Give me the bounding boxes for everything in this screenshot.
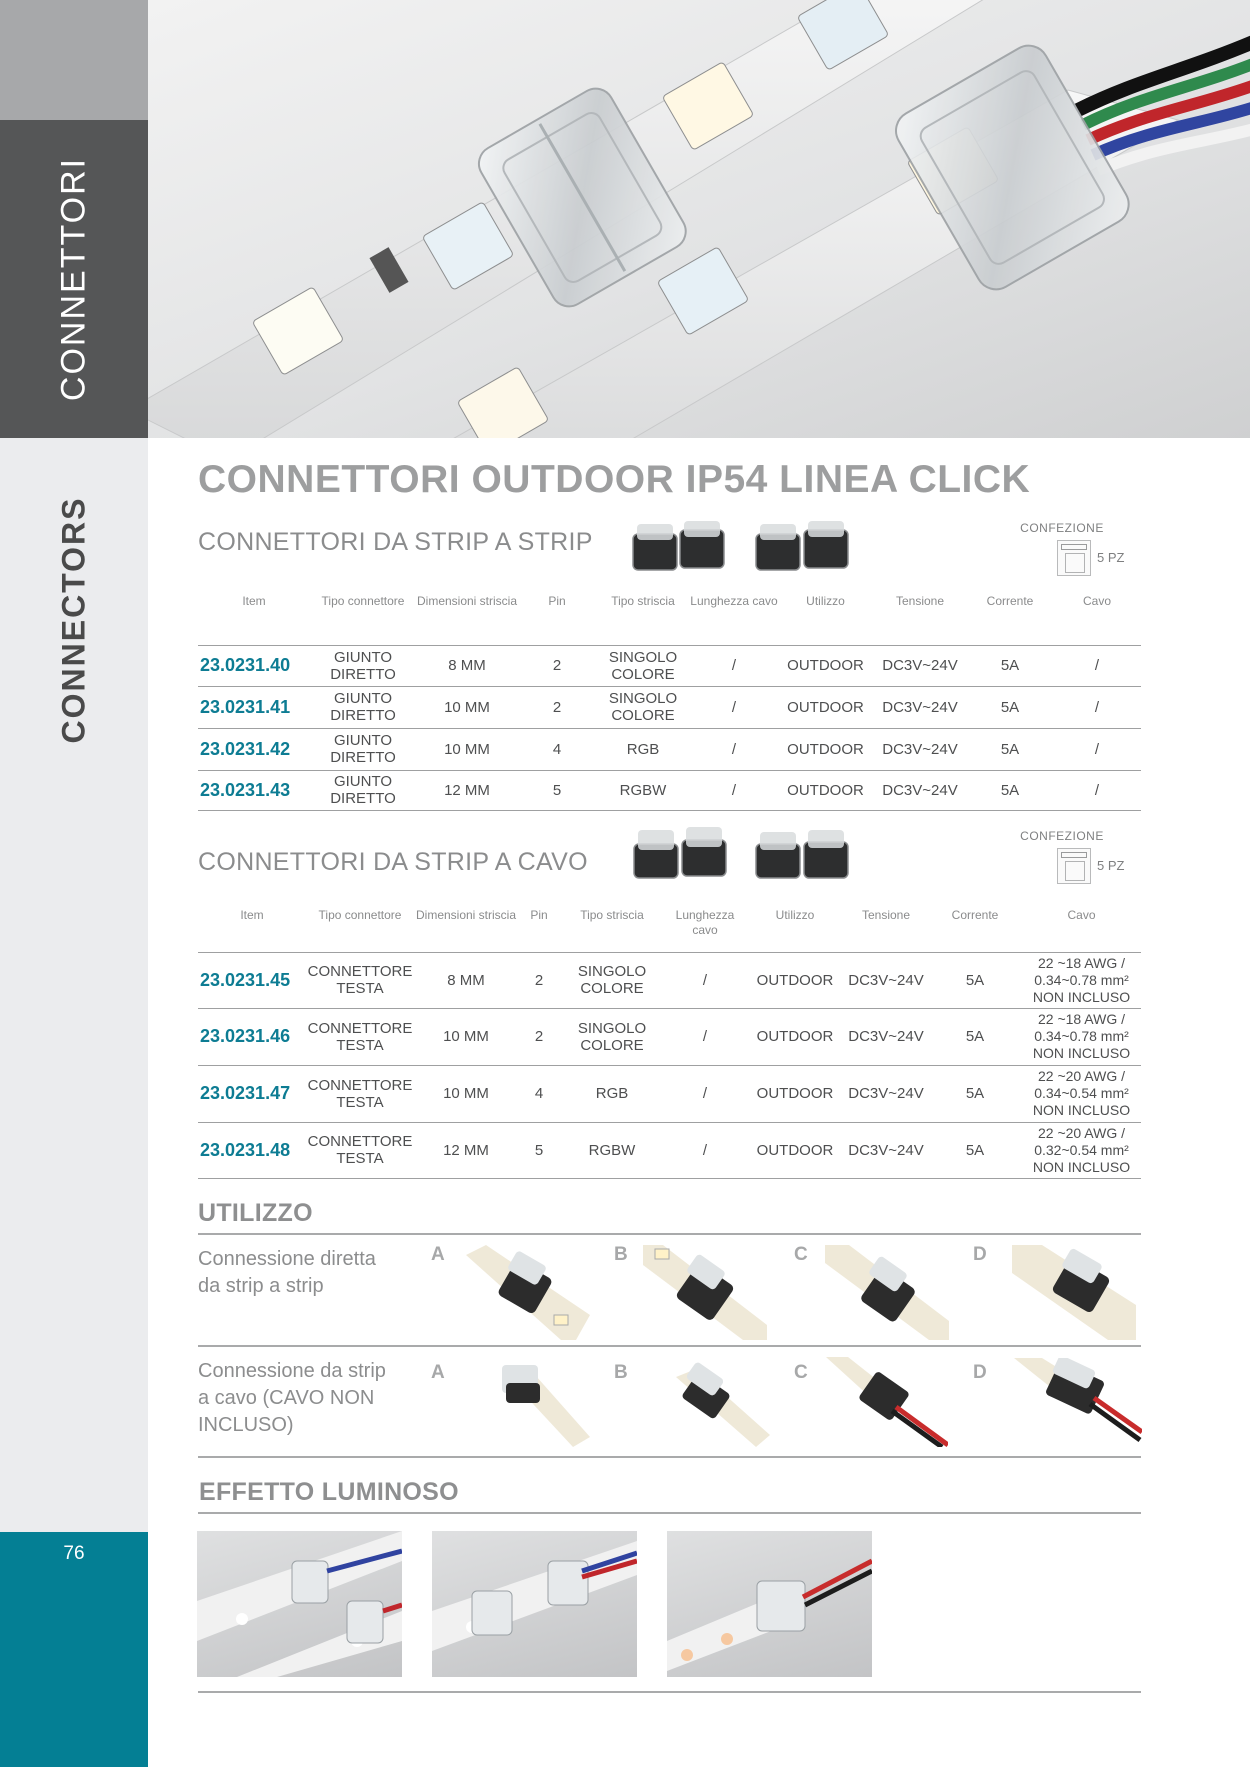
cell-tensione: DC3V~24V <box>873 728 967 770</box>
effetto-title: EFFETTO LUMINOSO <box>199 1478 459 1506</box>
col-header: Dimensioni striscia <box>415 908 517 922</box>
cell-pin: 2 <box>518 952 560 1008</box>
cell-cavo: / <box>1053 686 1141 728</box>
col-header: Tipo connettore <box>318 908 402 922</box>
col-header: Tipo connettore <box>321 594 405 608</box>
col-header: Tensione <box>861 908 911 922</box>
hero-illustration <box>148 0 1250 438</box>
effect-photo-1 <box>197 1531 402 1677</box>
usage-photo-cable-a <box>488 1357 590 1447</box>
cell-corrente: 5A <box>967 728 1053 770</box>
cell-tipo-striscia: SINGOLO COLORE <box>596 645 690 686</box>
utilizzo-title: UTILIZZO <box>198 1199 313 1227</box>
cell-pin: 5 <box>518 770 596 810</box>
usage-letter-d: D <box>973 1244 987 1265</box>
cell-tipo-connettore: GIUNTO DIRETTO <box>310 645 416 686</box>
usage-photo-strip-b <box>643 1245 767 1340</box>
cell-tipo-striscia: SINGOLO COLORE <box>560 1008 664 1065</box>
cell-tensione: DC3V~24V <box>873 645 967 686</box>
col-header: Item <box>242 594 266 608</box>
usage-letter-a: A <box>431 1362 445 1383</box>
cell-dimensioni: 8 MM <box>414 952 518 1008</box>
item-code: 23.0231.45 <box>198 952 306 1008</box>
hero-image <box>148 0 1250 438</box>
cell-tensione: DC3V~24V <box>844 1122 928 1178</box>
col-header: Lunghezza cavo <box>675 908 735 937</box>
cell-cavo: 22 ~18 AWG / 0.34~0.78 mm² NON INCLUSO <box>1022 952 1141 1008</box>
cell-tipo-striscia: SINGOLO COLORE <box>560 952 664 1008</box>
item-code: 23.0231.43 <box>198 770 310 810</box>
cell-lunghezza: / <box>690 686 778 728</box>
effect-photo-2 <box>432 1531 637 1677</box>
col-header: Dimensioni striscia <box>416 594 518 608</box>
cell-pin: 2 <box>518 1008 560 1065</box>
table-row <box>198 728 1141 770</box>
cell-tipo-striscia: RGBW <box>560 1122 664 1178</box>
usage-photo-strip-a <box>466 1245 590 1340</box>
cell-tensione: DC3V~24V <box>873 686 967 728</box>
table-row <box>198 686 1141 728</box>
item-code: 23.0231.46 <box>198 1008 306 1065</box>
cell-lunghezza: / <box>690 728 778 770</box>
cell-lunghezza: / <box>690 770 778 810</box>
usage-letter-d: D <box>973 1362 987 1383</box>
table-row <box>198 1122 1141 1178</box>
usage-photo-strip-c <box>825 1245 949 1340</box>
cell-tipo-connettore: GIUNTO DIRETTO <box>310 770 416 810</box>
cell-tipo-connettore: CONNETTORE TESTA <box>306 1008 414 1065</box>
table-header-row <box>198 904 1141 946</box>
section2-table <box>198 904 1141 1179</box>
section2-packaging-label: CONFEZIONE <box>1020 829 1104 843</box>
table-row <box>198 1008 1141 1065</box>
cell-utilizzo: OUTDOOR <box>778 770 873 810</box>
utilizzo-row2-label: Connessione da strip a cavo (CAVO NON INCLUSO) <box>198 1360 386 1436</box>
col-header: Tipo striscia <box>611 594 675 608</box>
table-row <box>198 1065 1141 1122</box>
page-title: CONNETTORI OUTDOOR IP54 LINEA CLICK <box>198 458 1031 501</box>
item-code: 23.0231.42 <box>198 728 310 770</box>
cell-utilizzo: OUTDOOR <box>778 645 873 686</box>
cell-lunghezza: / <box>664 1065 746 1122</box>
usage-photo-cable-d <box>1014 1358 1142 1450</box>
col-header: Utilizzo <box>806 594 845 608</box>
col-header: Cavo <box>1067 908 1096 922</box>
cell-tensione: DC3V~24V <box>844 1008 928 1065</box>
cell-cavo: / <box>1053 645 1141 686</box>
section1-title: CONNETTORI DA STRIP A STRIP <box>198 528 593 556</box>
col-header: Utilizzo <box>775 908 815 922</box>
cell-utilizzo: OUTDOOR <box>778 728 873 770</box>
side-band-top <box>0 0 148 120</box>
bag-icon <box>1057 848 1091 884</box>
divider <box>198 1512 1141 1514</box>
cell-pin: 5 <box>518 1122 560 1178</box>
cell-lunghezza: / <box>690 645 778 686</box>
usage-letter-c: C <box>794 1244 808 1265</box>
item-code: 23.0231.40 <box>198 645 310 686</box>
divider <box>198 1233 1141 1235</box>
cell-dimensioni: 10 MM <box>414 1065 518 1122</box>
col-header: Corrente <box>986 594 1034 608</box>
cell-tensione: DC3V~24V <box>873 770 967 810</box>
usage-letter-b: B <box>614 1244 628 1265</box>
usage-letter-c: C <box>794 1362 808 1383</box>
col-header: Cavo <box>1082 594 1111 608</box>
divider <box>198 1691 1141 1693</box>
cell-lunghezza: / <box>664 1122 746 1178</box>
cell-corrente: 5A <box>928 1122 1022 1178</box>
col-header: Pin <box>548 594 566 608</box>
cell-cavo: 22 ~20 AWG / 0.34~0.54 mm² NON INCLUSO <box>1022 1065 1141 1122</box>
section2-title: CONNETTORI DA STRIP A CAVO <box>198 848 588 876</box>
cell-cavo: 22 ~18 AWG / 0.34~0.78 mm² NON INCLUSO <box>1022 1008 1141 1065</box>
cell-dimensioni: 8 MM <box>416 645 518 686</box>
cell-tipo-striscia: SINGOLO COLORE <box>596 686 690 728</box>
page-number: 76 <box>63 1543 85 1564</box>
cell-lunghezza: / <box>664 952 746 1008</box>
cell-utilizzo: OUTDOOR <box>746 1008 844 1065</box>
cell-lunghezza: / <box>664 1008 746 1065</box>
col-header: Tipo striscia <box>580 908 644 922</box>
section1-product-icons <box>628 518 868 574</box>
table-row <box>198 952 1141 1008</box>
cell-utilizzo: OUTDOOR <box>778 686 873 728</box>
col-header: Item <box>240 908 264 922</box>
cell-tipo-connettore: GIUNTO DIRETTO <box>310 728 416 770</box>
col-header: Lunghezza cavo <box>690 594 778 608</box>
col-header: Corrente <box>951 908 999 922</box>
cell-tipo-connettore: CONNETTORE TESTA <box>306 1122 414 1178</box>
cell-utilizzo: OUTDOOR <box>746 952 844 1008</box>
cell-tipo-connettore: CONNETTORE TESTA <box>306 952 414 1008</box>
cell-tipo-striscia: RGBW <box>596 770 690 810</box>
usage-letter-b: B <box>614 1362 628 1383</box>
cell-pin: 2 <box>518 645 596 686</box>
cell-dimensioni: 10 MM <box>416 686 518 728</box>
table-row <box>198 770 1141 810</box>
item-code: 23.0231.41 <box>198 686 310 728</box>
section2-product-icons <box>628 822 868 884</box>
col-header: Pin <box>530 908 548 922</box>
cell-corrente: 5A <box>967 686 1053 728</box>
section2-packaging-quantity: 5 PZ <box>1097 858 1125 873</box>
usage-photo-cable-b <box>666 1357 770 1447</box>
cell-tensione: DC3V~24V <box>844 1065 928 1122</box>
side-band-footer <box>0 1532 148 1767</box>
item-code: 23.0231.47 <box>198 1065 306 1122</box>
usage-letter-a: A <box>431 1244 445 1265</box>
cell-cavo: / <box>1053 770 1141 810</box>
item-code: 23.0231.48 <box>198 1122 306 1178</box>
usage-photo-cable-c <box>826 1357 948 1447</box>
table-header-row <box>198 590 1141 635</box>
cell-corrente: 5A <box>967 645 1053 686</box>
cell-corrente: 5A <box>967 770 1053 810</box>
section1-packaging-label: CONFEZIONE <box>1020 521 1104 535</box>
cell-tipo-connettore: CONNETTORE TESTA <box>306 1065 414 1122</box>
cell-dimensioni: 12 MM <box>416 770 518 810</box>
usage-photo-strip-d <box>1012 1245 1136 1340</box>
category-label-it: CONNETTORI <box>54 156 93 402</box>
cell-utilizzo: OUTDOOR <box>746 1065 844 1122</box>
cell-utilizzo: OUTDOOR <box>746 1122 844 1178</box>
cell-corrente: 5A <box>928 1065 1022 1122</box>
bag-icon <box>1057 540 1091 576</box>
cell-pin: 2 <box>518 686 596 728</box>
section1-packaging-quantity: 5 PZ <box>1097 550 1125 565</box>
effect-photo-3 <box>667 1531 872 1677</box>
section1-table <box>198 590 1141 811</box>
cell-tipo-striscia: RGB <box>560 1065 664 1122</box>
cell-corrente: 5A <box>928 952 1022 1008</box>
cell-dimensioni: 10 MM <box>416 728 518 770</box>
cell-corrente: 5A <box>928 1008 1022 1065</box>
table-row <box>198 645 1141 686</box>
cell-cavo: 22 ~20 AWG / 0.32~0.54 mm² NON INCLUSO <box>1022 1122 1141 1178</box>
cell-pin: 4 <box>518 1065 560 1122</box>
cell-dimensioni: 10 MM <box>414 1008 518 1065</box>
cell-tipo-striscia: RGB <box>596 728 690 770</box>
cell-tensione: DC3V~24V <box>844 952 928 1008</box>
divider <box>198 1345 1141 1347</box>
col-header: Tensione <box>895 594 945 608</box>
category-label-en: CONNECTORS <box>55 496 92 744</box>
divider <box>198 1456 1141 1458</box>
utilizzo-row1-label: Connessione diretta da strip a strip <box>198 1248 376 1297</box>
cell-cavo: / <box>1053 728 1141 770</box>
cell-pin: 4 <box>518 728 596 770</box>
cell-tipo-connettore: GIUNTO DIRETTO <box>310 686 416 728</box>
cell-dimensioni: 12 MM <box>414 1122 518 1178</box>
